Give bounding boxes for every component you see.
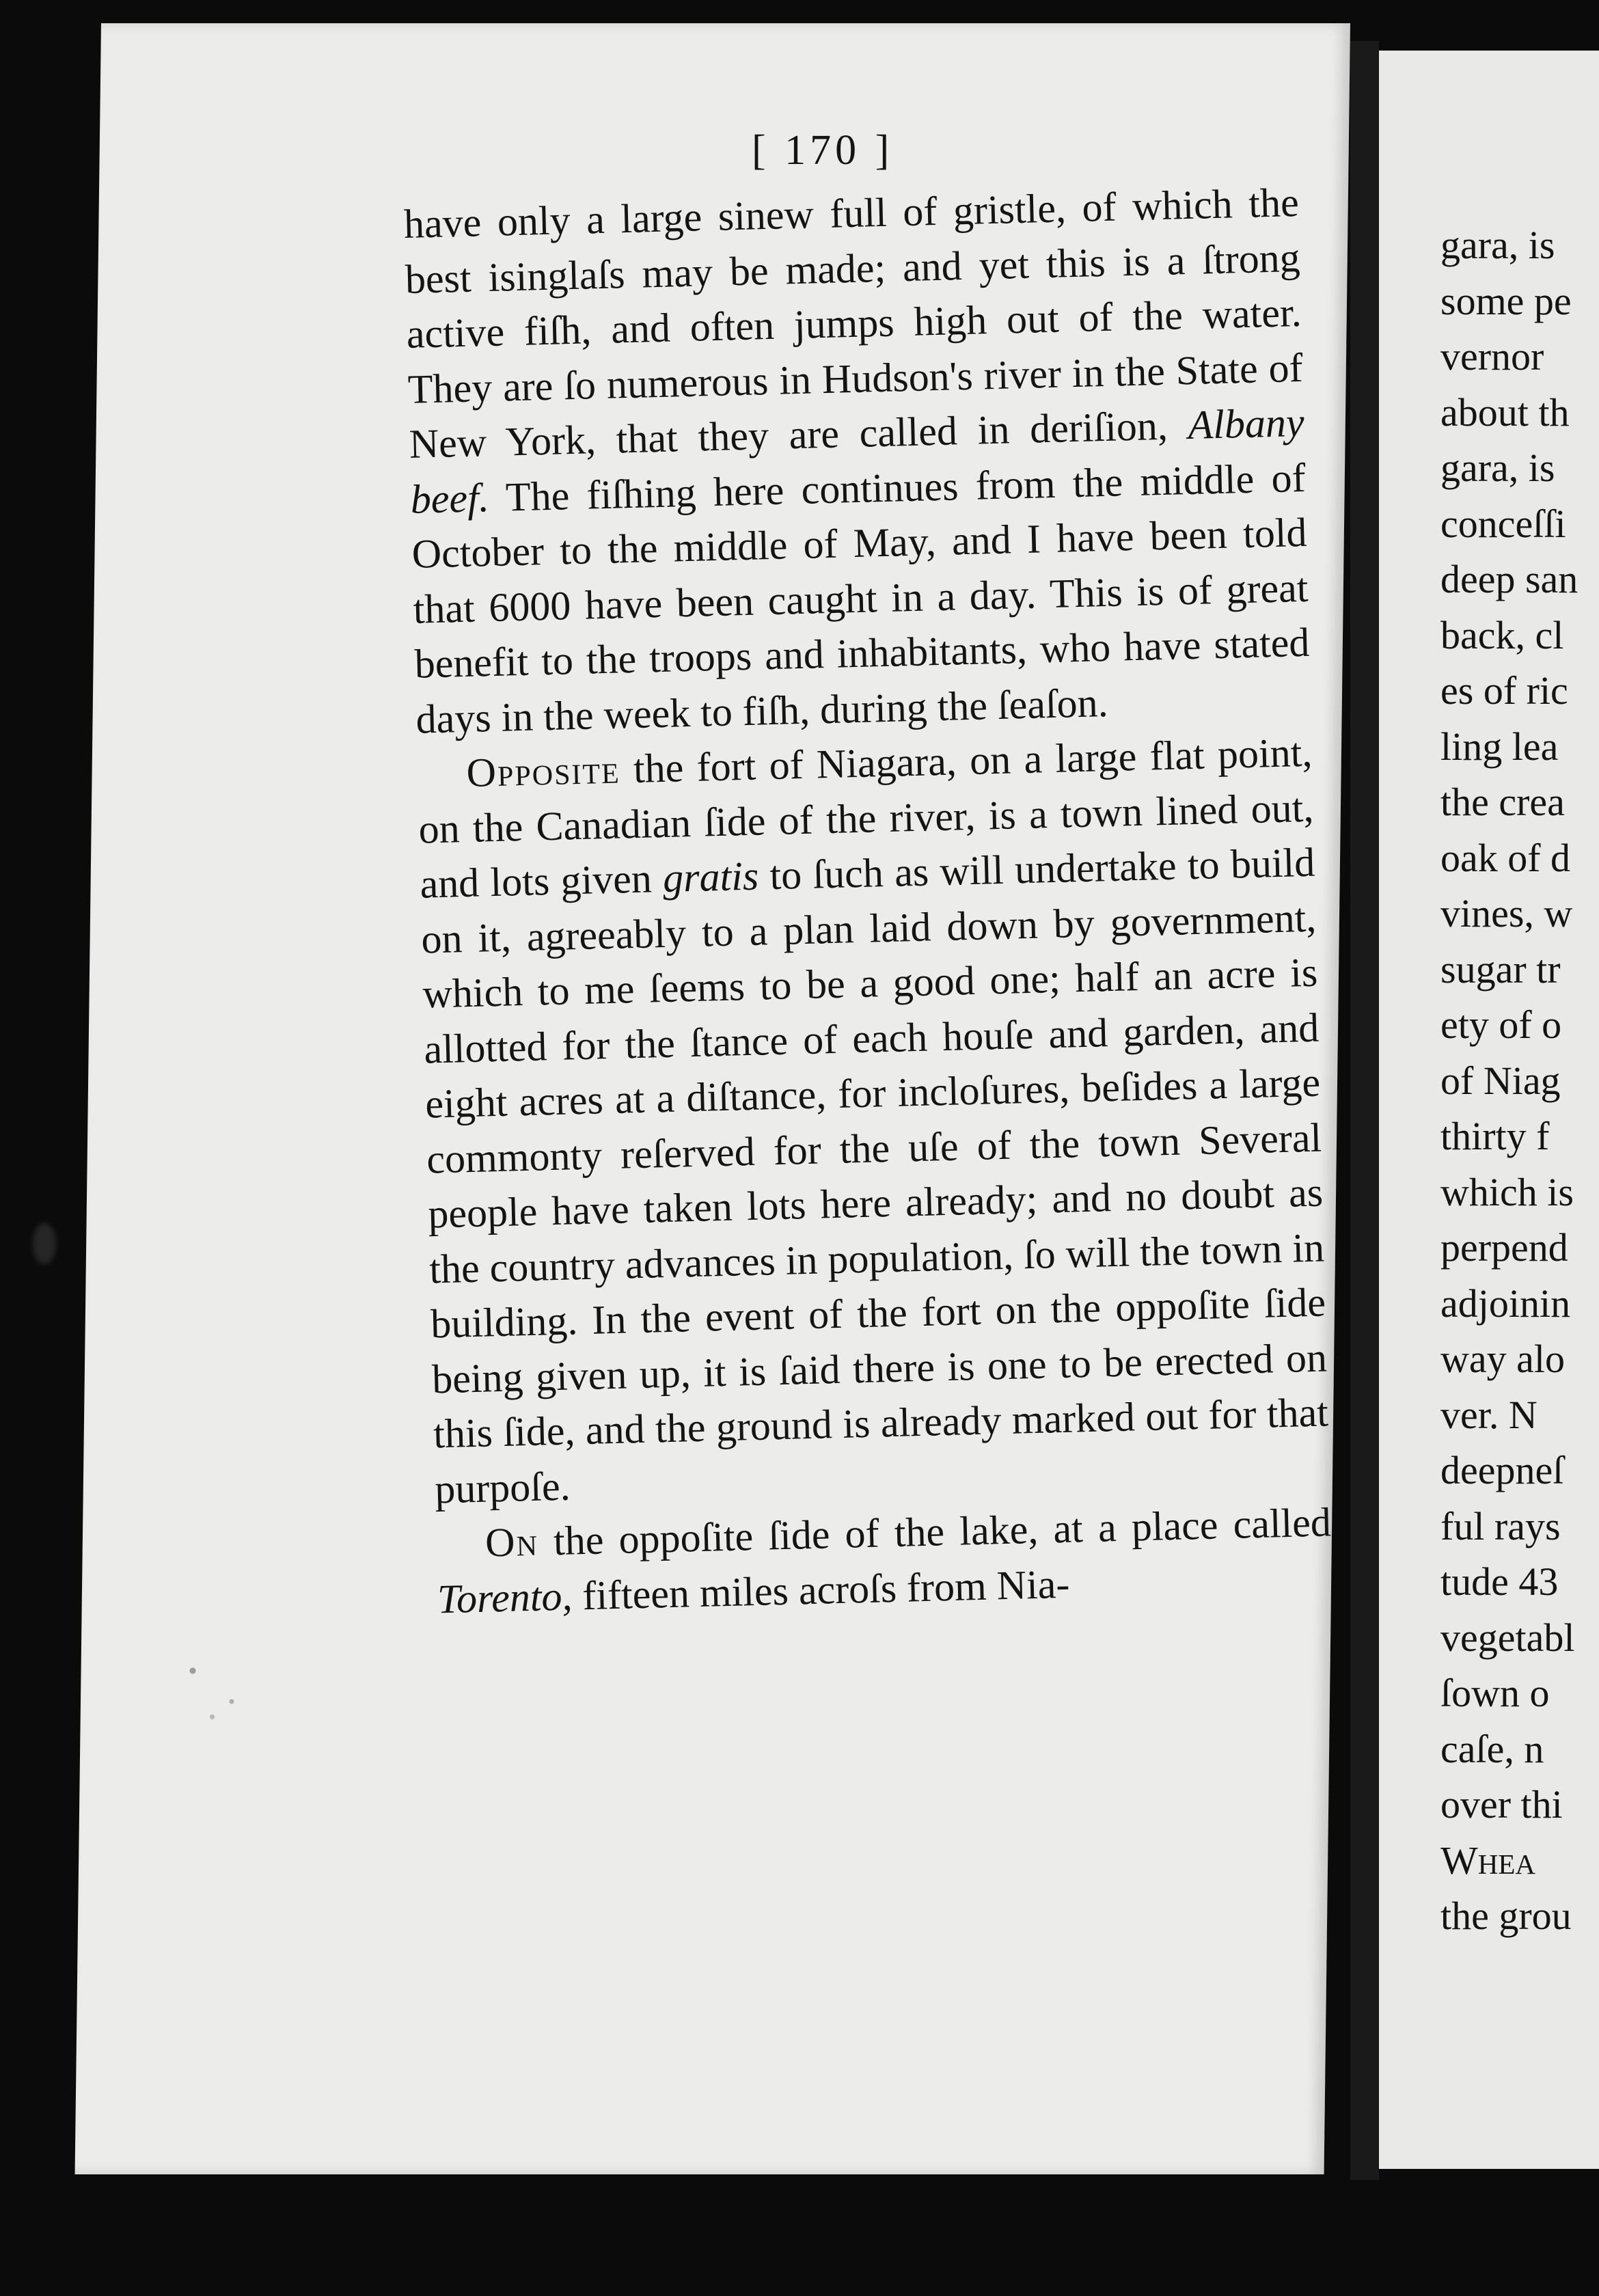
text-run: Albany beef. xyxy=(410,399,1305,522)
text-run: Opposite xyxy=(465,746,621,795)
text-run: gratis xyxy=(662,853,759,901)
right-page-line: vines, w xyxy=(1440,891,1573,935)
right-page-line: ver. N xyxy=(1440,1392,1538,1437)
right-page-text xyxy=(1440,217,1599,1944)
right-page-line: adjoinin xyxy=(1440,1281,1571,1326)
right-page-line: gara, is xyxy=(1440,223,1555,267)
right-page-line: back, cl xyxy=(1440,612,1564,657)
text-run: the oppoſite ſide of the lake, at a place called xyxy=(538,1499,1332,1564)
right-page-line: some pe xyxy=(1440,278,1572,323)
right-page-line: thirty f xyxy=(1440,1114,1550,1158)
paragraph xyxy=(417,725,1330,1517)
right-page-line: conceſſi xyxy=(1440,501,1566,546)
right-page-line: deep san xyxy=(1440,557,1578,601)
text-run: The fiſhing here continues from the middle of October to the middle of May, and I have been told that 6000 have been caught in a day. This is of great benefit to the troops and inhabitants, who have stated days in the week to fiſh, during the ſeaſon. xyxy=(411,454,1311,742)
text-run: On xyxy=(484,1518,539,1566)
page-smudge xyxy=(33,1223,56,1264)
paragraph xyxy=(435,1494,1333,1626)
right-page-line: es of ric xyxy=(1440,668,1568,713)
right-page-line: of Niag xyxy=(1440,1058,1561,1103)
right-page-line: which is xyxy=(1440,1169,1574,1214)
right-page-line: gara, is xyxy=(1440,446,1555,490)
right-page-line: ety of o xyxy=(1440,1002,1562,1047)
right-page-line: about th xyxy=(1440,390,1570,435)
right-page-line: tude 43 xyxy=(1440,1559,1559,1604)
right-page-line: over thi xyxy=(1440,1782,1563,1827)
right-page-line: ling lea xyxy=(1440,724,1559,769)
ink-specks xyxy=(154,1640,284,1742)
text-run: the fort of Niagara, on a large flat point, on the Canadian ſide of the river, is a town lined out, and lots given xyxy=(418,729,1315,907)
paragraph xyxy=(403,175,1311,747)
right-page-line: vernor xyxy=(1440,334,1544,379)
right-page-line: ſown o xyxy=(1440,1671,1550,1715)
right-page-line: the crea xyxy=(1440,780,1565,824)
text-run: to ſuch as will undertake to build on it, agreeably to a plan laid down by government, which to me ſeems to be a good one; half an acre is allotted for the ſtance of each houſe and garden, and eight acres at a diſtance, for incloſures, beſides a large commonty reſerved for the uſe of the town Several people have taken lots here already; and no doubt as the country advances in population, ſo will the town in building. In the event of the fort on the oppoſite ſide being given up, it is ſaid there is one to be erected on this ſide, and the ground is already marked out for that purpoſe. xyxy=(420,839,1329,1512)
text-run: fifteen miles acroſs from Nia- xyxy=(571,1561,1071,1619)
right-page-line: sugar tr xyxy=(1440,946,1561,992)
right-page-line: Whea xyxy=(1440,1837,1536,1883)
right-page-line: caſe, n xyxy=(1440,1726,1544,1771)
text-run: have only a large sinew full of gristle, of which the best isinglaſs may be made; and yet this is a ſtrong active fiſh, and often jumps high out of the water. They are ſo numerous in Hudson's river in the State of New York, that they are called in deriſion, xyxy=(403,179,1304,467)
right-page-line: ful rays xyxy=(1440,1503,1561,1548)
book-gutter xyxy=(1350,41,1379,2180)
right-page-line: way alo xyxy=(1440,1337,1565,1381)
right-page-line: oak of d xyxy=(1440,835,1571,880)
right-page-line: perpend xyxy=(1440,1225,1568,1270)
right-page-line: the grou xyxy=(1440,1894,1572,1938)
right-page-line: vegetabl xyxy=(1440,1615,1575,1660)
page-number: [ 170 ] xyxy=(752,127,894,174)
left-page-text xyxy=(403,175,1333,1626)
right-page-line: deepneſ xyxy=(1440,1448,1564,1492)
text-run: Torento, xyxy=(437,1573,573,1622)
